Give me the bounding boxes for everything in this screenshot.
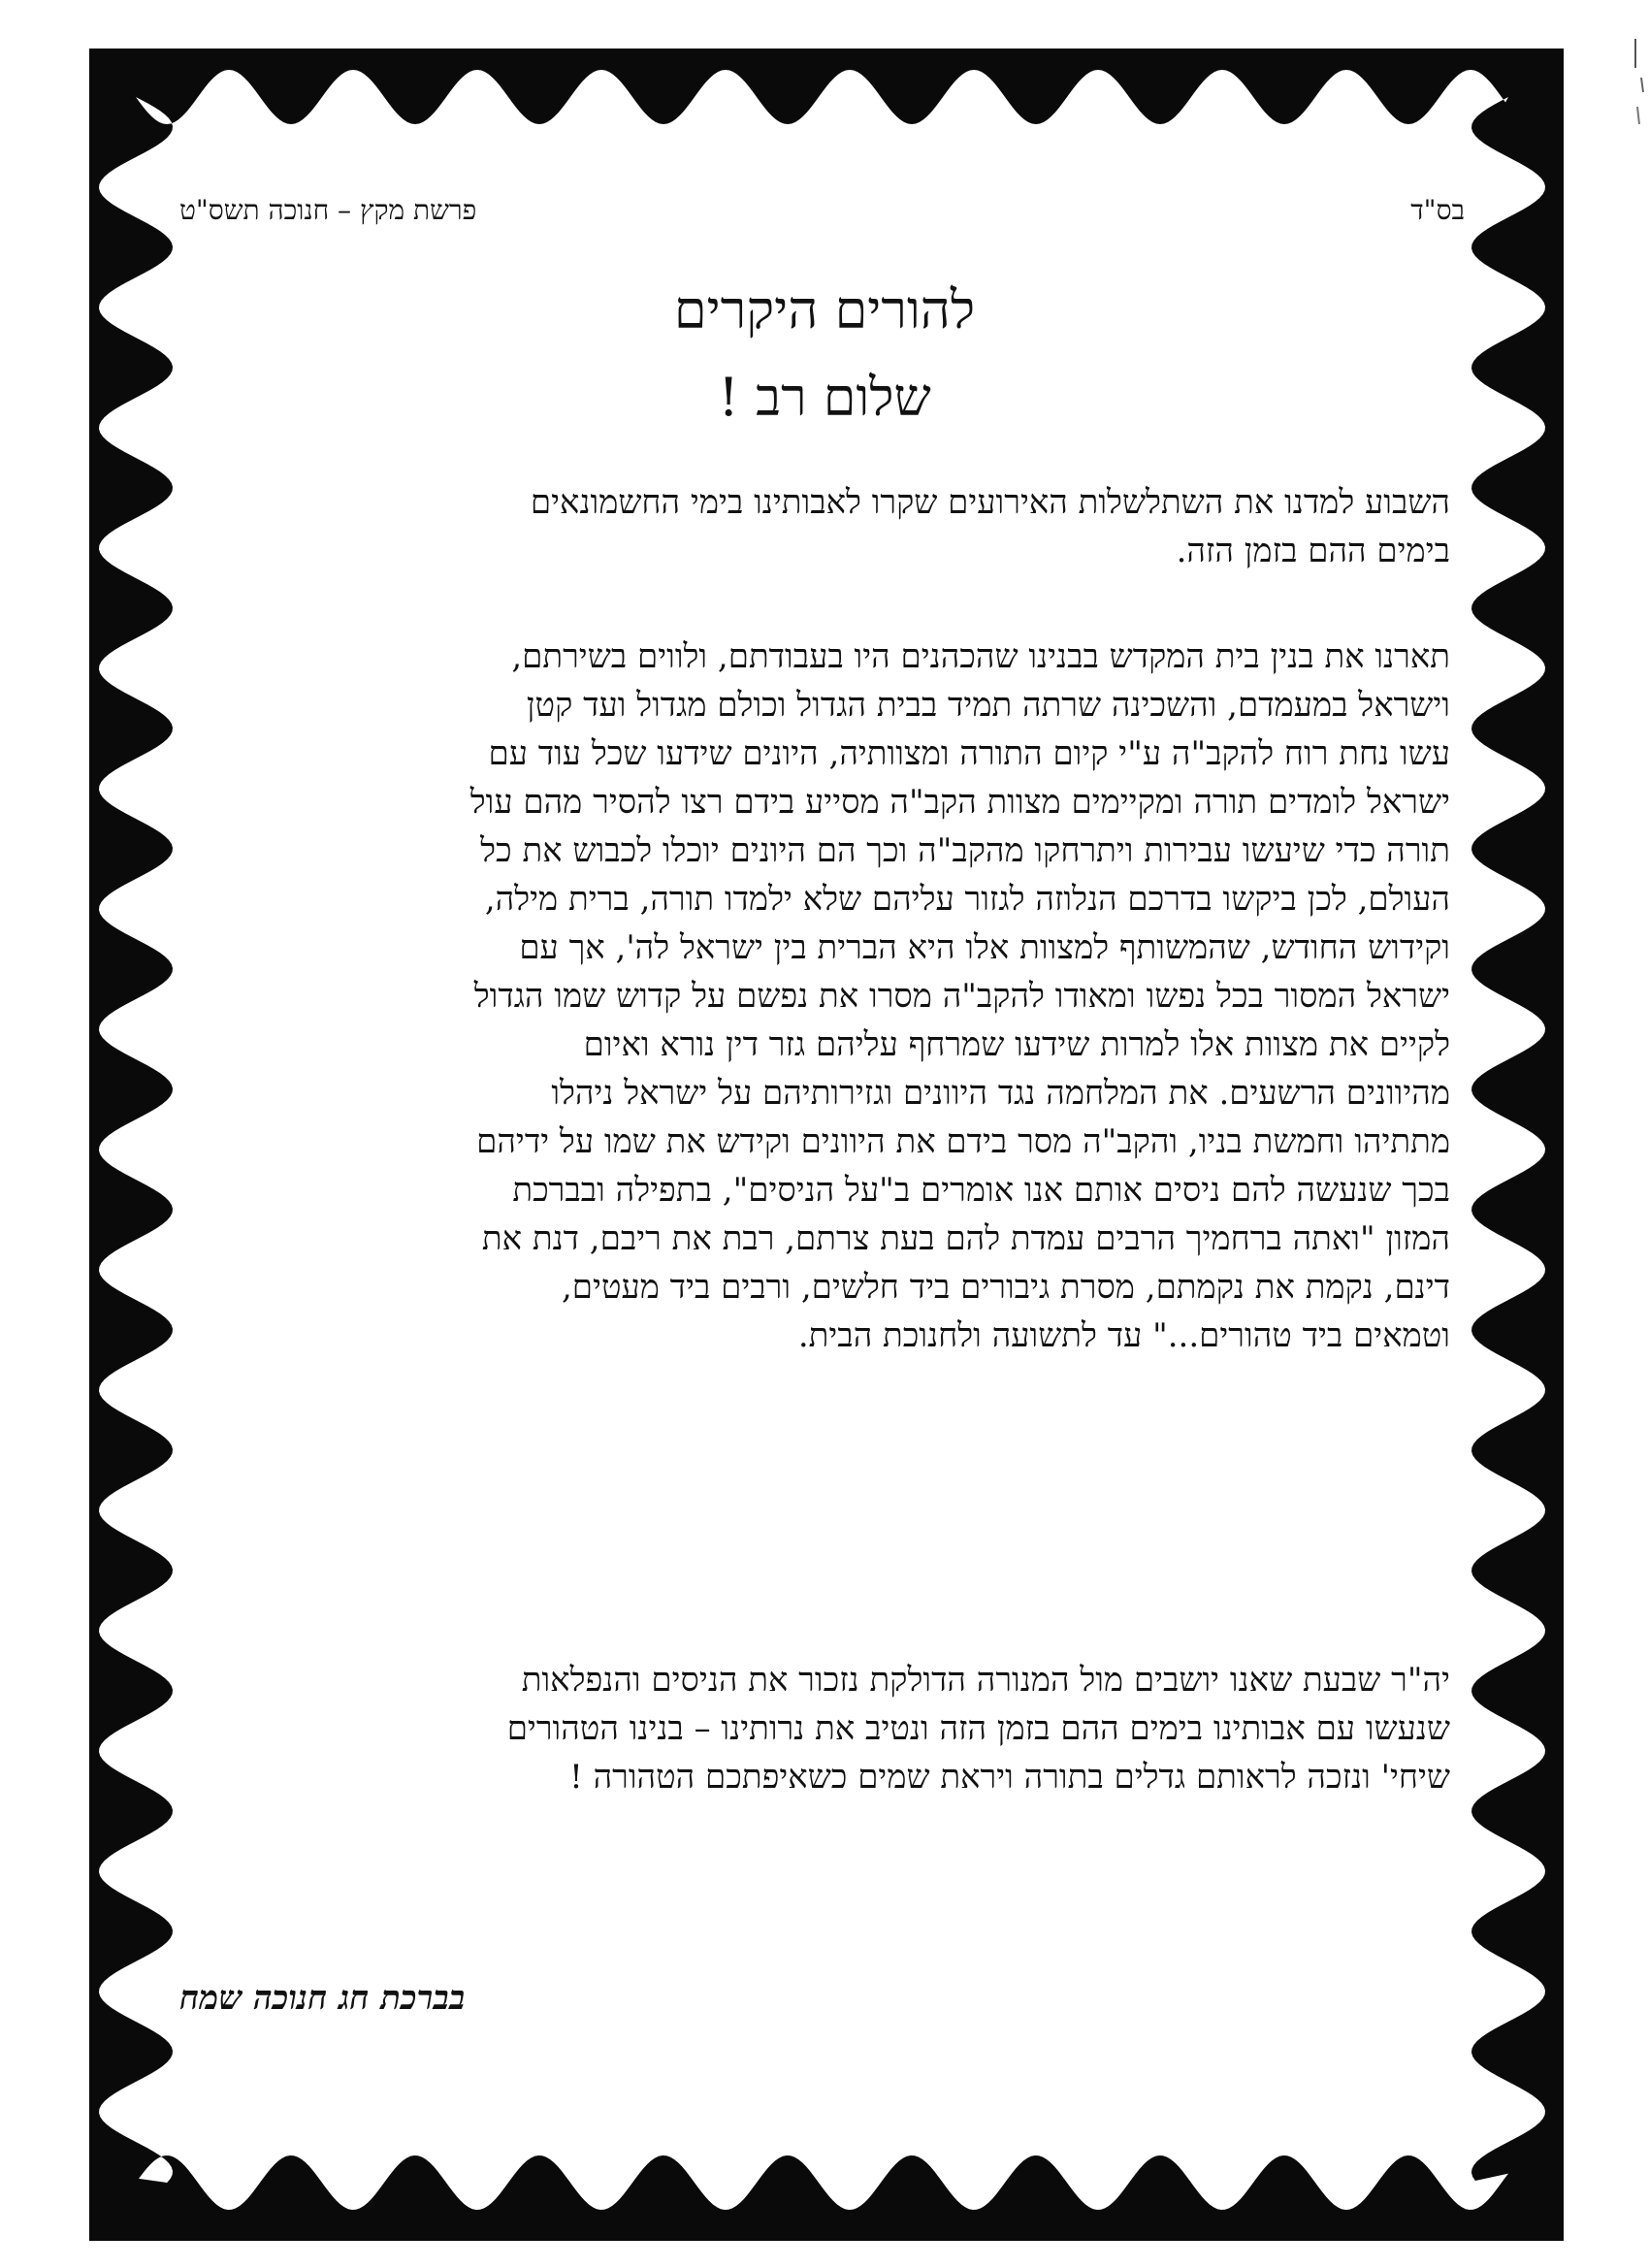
body-line: ישראל לומדים תורה ומקיימים מצוות הקב"ה מסייע בידם רצו להסיר מהם עול — [469, 783, 1450, 822]
body-line: מתתיהו וחמשת בניו, והקב"ה מסר בידם את היוונים וקידש את שמו על ידיהם — [476, 1122, 1450, 1161]
body-line: המזון "ואתה ברחמיך הרבים עמדת להם בעת צרתם, רבת את ריבם, דנת את — [481, 1219, 1450, 1258]
greeting-subtitle: שלום רב ! — [718, 367, 931, 428]
body-line: העולם, לכן ביקשו בדרכם הנלוזה לגזור עליהם שלא ילמדו תורה, ברית מילה, — [484, 880, 1450, 919]
greeting-title: להורים היקרים — [673, 279, 976, 340]
body-line: וישראל במעמדם, והשכינה שרתה תמיד בבית הגדול וכולם מגדול ועד קטן — [526, 686, 1450, 725]
signoff-blessing: בברכת חג חנוכה שמח — [179, 1979, 466, 2018]
scan-edge-marks — [1632, 39, 1649, 126]
body-line: תארנו את בנין בית המקדש בבנינו שהכהנים היו בעבודתם, ולווים בשירתם, — [511, 637, 1450, 676]
body-line: וקידוש החודש, שהמשותף למצוות אלו היא הברית בין ישראל לה', אך עם — [519, 928, 1450, 967]
body-line: בכך שנעשה להם ניסים אותם אנו אומרים ב"על הניסים", בתפילה ובברכת — [512, 1171, 1450, 1210]
body-line: ישראל המסור בכל נפשו ומאודו להקב"ה מסרו את נפשם על קדוש שמו הגדול — [473, 977, 1450, 1016]
body-line: תורה כדי שיעשו עבירות ויתרחקו מהקב"ה וכך הם היונים יוכלו לכבוש את כל — [480, 831, 1450, 870]
intro-line: בימים ההם בזמן הזה. — [1176, 532, 1450, 570]
body-line: עשו נחת רוח להקב"ה ע"י קיום התורה ומצוותיה, היונים שידעו שכל עוד עם — [488, 734, 1450, 773]
intro-line: השבוע למדנו את השתלשלות האירועים שקרו לאבותינו בימי החשמונאים — [530, 483, 1450, 522]
wish-line: שנעשו עם אבותינו בימים ההם בזמן הזה ונטיב את נרותינו – בנינו הטהורים — [506, 1709, 1450, 1748]
body-line: לקיים את מצוות אלו למרות שידעו שמרחף עליהם גזר דין נורא ואיום — [583, 1025, 1450, 1064]
wish-paragraph — [189, 1656, 1450, 1801]
wish-line: יה"ר שבעת שאנו יושבים מול המנורה הדולקת נזכור את הניסים והנפלאות — [521, 1661, 1450, 1700]
body-line: דינם, נקמת את נקמתם, מסרת גיבורים ביד חלשים, ורבים ביד מעטים, — [562, 1268, 1450, 1307]
intro-paragraph — [189, 478, 1450, 575]
body-line: וטמאים ביד טהורים..." עד לתשועה ולחנוכת הבית. — [797, 1316, 1450, 1355]
body-paragraph — [189, 632, 1450, 1360]
bsd-header: בס"ד — [1410, 194, 1465, 226]
body-line: מהיוונים הרשעים. את המלחמה נגד היוונים וגזירותיהם על ישראל ניהלו — [551, 1074, 1450, 1113]
wish-line: שיחי' ונזכה לראותם גדלים בתורה ויראת שמים כשאיפתכם הטהורה ! — [569, 1758, 1450, 1797]
parasha-header: פרשת מקץ – חנוכה תשס"ט — [179, 194, 477, 226]
